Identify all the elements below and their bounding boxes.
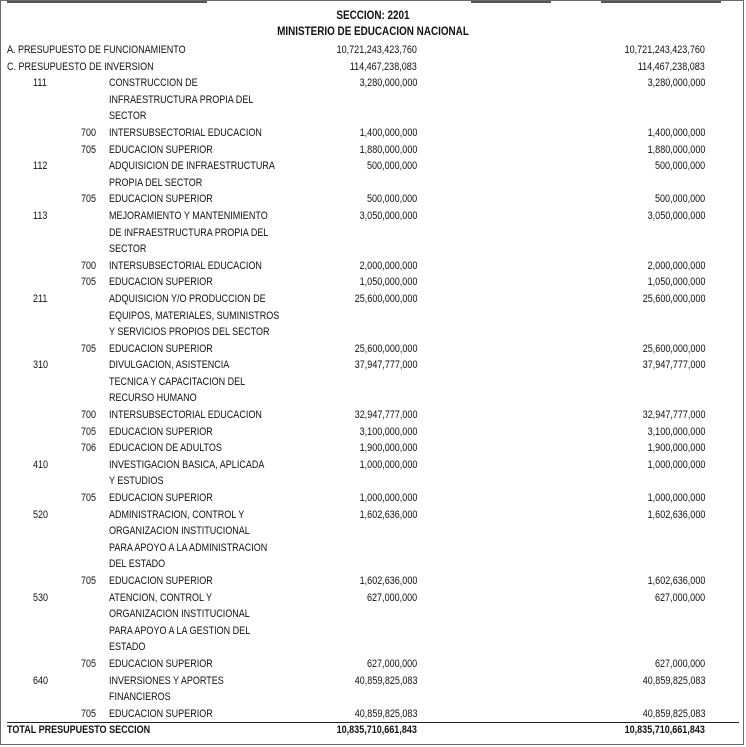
table-row xyxy=(1,656,745,673)
program-description: ADQUISICION Y/O PRODUCCION DE xyxy=(109,292,266,305)
appropriation-value: 32,947,777,000 xyxy=(354,409,417,422)
table-row xyxy=(1,42,745,59)
program-description: TECNICA Y CAPACITACION DEL xyxy=(109,375,246,388)
total-value: 114,467,238,083 xyxy=(637,60,705,73)
table-row xyxy=(1,440,745,457)
table-row xyxy=(1,125,745,142)
program-description: INTERSUBSECTORIAL EDUCACION xyxy=(109,409,262,422)
table-row xyxy=(1,639,745,656)
table-row xyxy=(1,590,745,607)
subprogram-code: 700 xyxy=(81,409,97,422)
table-row xyxy=(1,75,745,92)
program-description: INFRAESTRUCTURA PROPIA DEL xyxy=(109,93,254,106)
total-row xyxy=(1,722,745,739)
program-description: SECTOR xyxy=(109,110,147,123)
program-description: ADQUISICION DE INFRAESTRUCTURA xyxy=(109,160,275,173)
program-description: EQUIPOS, MATERIALES, SUMINISTROS xyxy=(109,309,280,322)
program-description: RECURSO HUMANO xyxy=(109,392,197,405)
total-value: 1,400,000,000 xyxy=(647,126,705,139)
program-code: 520 xyxy=(33,508,49,521)
table-row xyxy=(1,473,745,490)
table-row xyxy=(1,324,745,341)
subprogram-code: 705 xyxy=(81,707,97,720)
table-row xyxy=(1,341,745,358)
total-value: 2,000,000,000 xyxy=(647,259,705,272)
program-description: EDUCACION SUPERIOR xyxy=(109,193,213,206)
table-row xyxy=(1,208,745,225)
appropriation-value: 1,880,000,000 xyxy=(359,143,417,156)
budget-table xyxy=(1,42,745,739)
appropriation-value: 1,000,000,000 xyxy=(359,492,417,505)
appropriation-value: 627,000,000 xyxy=(366,591,417,604)
program-description: CONSTRUCCION DE xyxy=(109,77,198,90)
appropriation-value: 627,000,000 xyxy=(366,657,417,670)
appropriation-value: 1,602,636,000 xyxy=(359,508,417,521)
top-rule-segment xyxy=(471,1,551,3)
appropriation-value: 114,467,238,083 xyxy=(349,60,417,73)
total-value: 10,835,710,661,843 xyxy=(624,724,705,737)
program-description: EDUCACION SUPERIOR xyxy=(109,276,213,289)
total-value: 1,602,636,000 xyxy=(647,575,705,587)
program-description: EDUCACION SUPERIOR xyxy=(109,143,213,156)
appropriation-value: 1,400,000,000 xyxy=(359,126,417,139)
subprogram-code: 705 xyxy=(81,575,97,587)
table-row xyxy=(1,523,745,540)
table-row xyxy=(1,225,745,242)
table-row xyxy=(1,258,745,275)
program-code: 111 xyxy=(33,77,47,90)
appropriation-value: 1,050,000,000 xyxy=(359,276,417,289)
table-row xyxy=(1,623,745,640)
program-code: 530 xyxy=(33,591,49,604)
table-row xyxy=(1,374,745,391)
program-description: ATENCION, CONTROL Y xyxy=(109,591,213,604)
table-row xyxy=(1,59,745,76)
table-row xyxy=(1,689,745,706)
program-description: EDUCACION SUPERIOR xyxy=(109,492,213,505)
program-description: EDUCACION DE ADULTOS xyxy=(109,442,222,455)
table-row xyxy=(1,108,745,125)
table-row xyxy=(1,490,745,507)
total-value: 25,600,000,000 xyxy=(642,292,705,305)
appropriation-value: 2,000,000,000 xyxy=(359,259,417,272)
row-label: A. PRESUPUESTO DE FUNCIONAMIENTO xyxy=(7,44,186,56)
total-value: 25,600,000,000 xyxy=(642,342,705,355)
appropriation-value: 37,947,777,000 xyxy=(354,359,417,372)
table-row xyxy=(1,241,745,258)
table-row xyxy=(1,706,745,723)
table-row xyxy=(1,357,745,374)
appropriation-value: 40,859,825,083 xyxy=(354,707,417,720)
program-description: INTERSUBSECTORIAL EDUCACION xyxy=(109,259,262,272)
total-value: 37,947,777,000 xyxy=(642,359,705,372)
ministry-title: MINISTERIO DE EDUCACION NACIONAL xyxy=(277,26,469,38)
total-value: 3,280,000,000 xyxy=(647,77,705,90)
appropriation-value: 25,600,000,000 xyxy=(354,292,417,305)
total-value: 1,900,000,000 xyxy=(647,442,705,455)
program-description: Y SERVICIOS PROPIOS DEL SECTOR xyxy=(109,326,270,339)
appropriation-value: 3,050,000,000 xyxy=(359,209,417,222)
subprogram-code: 700 xyxy=(81,126,97,139)
subprogram-code: 706 xyxy=(81,442,97,455)
appropriation-value: 3,100,000,000 xyxy=(359,425,417,438)
total-value: 1,050,000,000 xyxy=(647,276,705,289)
table-row xyxy=(1,556,745,573)
table-row xyxy=(1,175,745,192)
total-value: 500,000,000 xyxy=(654,193,705,206)
appropriation-value: 10,835,710,661,843 xyxy=(336,724,417,737)
appropriation-value: 25,600,000,000 xyxy=(354,342,417,355)
program-description: ESTADO xyxy=(109,641,146,654)
row-label: C. PRESUPUESTO DE INVERSION xyxy=(7,60,154,73)
table-row xyxy=(1,407,745,424)
program-code: 410 xyxy=(33,458,49,471)
program-description: DEL ESTADO xyxy=(109,558,166,571)
table-row xyxy=(1,142,745,159)
program-description: INVERSIONES Y APORTES xyxy=(109,674,224,687)
table-row xyxy=(1,308,745,325)
row-label: TOTAL PRESUPUESTO SECCION xyxy=(7,724,151,737)
appropriation-value: 500,000,000 xyxy=(366,193,417,206)
program-description: EDUCACION SUPERIOR xyxy=(109,657,213,670)
section-title: SECCION: 2201 xyxy=(336,10,410,22)
subprogram-code: 705 xyxy=(81,342,97,355)
total-value: 627,000,000 xyxy=(654,657,705,670)
total-value: 40,859,825,083 xyxy=(642,707,705,720)
appropriation-value: 1,000,000,000 xyxy=(359,458,417,471)
total-value: 1,000,000,000 xyxy=(647,492,705,505)
total-value: 32,947,777,000 xyxy=(642,409,705,422)
table-row xyxy=(1,191,745,208)
program-code: 211 xyxy=(33,292,48,305)
total-value: 1,000,000,000 xyxy=(647,458,705,471)
total-value: 1,880,000,000 xyxy=(647,143,705,156)
program-description: ADMINISTRACION, CONTROL Y xyxy=(109,508,245,521)
total-value: 10,721,243,423,760 xyxy=(624,44,705,56)
table-row xyxy=(1,606,745,623)
appropriation-value: 3,280,000,000 xyxy=(359,77,417,90)
table-row xyxy=(1,424,745,441)
table-row xyxy=(1,390,745,407)
program-description: ORGANIZACION INSTITUCIONAL xyxy=(109,608,250,621)
program-description: EDUCACION SUPERIOR xyxy=(109,342,213,355)
total-value: 3,050,000,000 xyxy=(647,209,705,222)
appropriation-value: 1,602,636,000 xyxy=(359,575,417,587)
program-code: 640 xyxy=(33,674,49,687)
table-row xyxy=(1,673,745,690)
subprogram-code: 705 xyxy=(81,657,97,670)
subprogram-code: 705 xyxy=(81,143,97,156)
program-description: Y ESTUDIOS xyxy=(109,475,164,488)
total-value: 500,000,000 xyxy=(654,160,705,173)
table-row xyxy=(1,573,745,590)
table-row xyxy=(1,507,745,524)
program-description: INVESTIGACION BASICA, APLICADA xyxy=(109,458,265,471)
program-description: EDUCACION SUPERIOR xyxy=(109,425,213,438)
program-description: DIVULGACION, ASISTENCIA xyxy=(109,359,230,372)
program-description: SECTOR xyxy=(109,243,147,256)
appropriation-value: 10,721,243,423,760 xyxy=(336,44,417,56)
appropriation-value: 500,000,000 xyxy=(366,160,417,173)
program-description: INTERSUBSECTORIAL EDUCACION xyxy=(109,126,262,139)
table-row xyxy=(1,158,745,175)
program-description: MEJORAMIENTO Y MANTENIMIENTO xyxy=(109,209,268,222)
table-row xyxy=(1,274,745,291)
subprogram-code: 705 xyxy=(81,193,97,206)
program-description: DE INFRAESTRUCTURA PROPIA DEL xyxy=(109,226,269,239)
top-rule-segment xyxy=(7,1,207,3)
table-row xyxy=(1,540,745,557)
top-cropped-rule xyxy=(1,1,745,5)
table-row xyxy=(1,291,745,308)
subprogram-code: 705 xyxy=(81,425,97,438)
program-description: FINANCIEROS xyxy=(109,691,171,704)
total-value: 627,000,000 xyxy=(654,591,705,604)
subprogram-code: 700 xyxy=(81,259,97,272)
program-description: ORGANIZACION INSTITUCIONAL xyxy=(109,525,250,538)
program-description: EDUCACION SUPERIOR xyxy=(109,707,213,720)
subprogram-code: 705 xyxy=(81,276,97,289)
top-rule-segment xyxy=(601,1,721,3)
appropriation-value: 40,859,825,083 xyxy=(354,674,417,687)
program-description: EDUCACION SUPERIOR xyxy=(109,575,213,587)
program-description: PARA APOYO A LA GESTION DEL xyxy=(109,624,251,637)
appropriation-value: 1,900,000,000 xyxy=(359,442,417,455)
program-code: 112 xyxy=(33,160,48,173)
program-description: PROPIA DEL SECTOR xyxy=(109,176,203,189)
program-code: 113 xyxy=(33,209,48,222)
total-value: 1,602,636,000 xyxy=(647,508,705,521)
table-row xyxy=(1,92,745,109)
table-row xyxy=(1,457,745,474)
total-value: 40,859,825,083 xyxy=(642,674,705,687)
subprogram-code: 705 xyxy=(81,492,97,505)
program-code: 310 xyxy=(33,359,49,372)
program-description: PARA APOYO A LA ADMINISTRACION xyxy=(109,541,268,554)
total-value: 3,100,000,000 xyxy=(647,425,705,438)
